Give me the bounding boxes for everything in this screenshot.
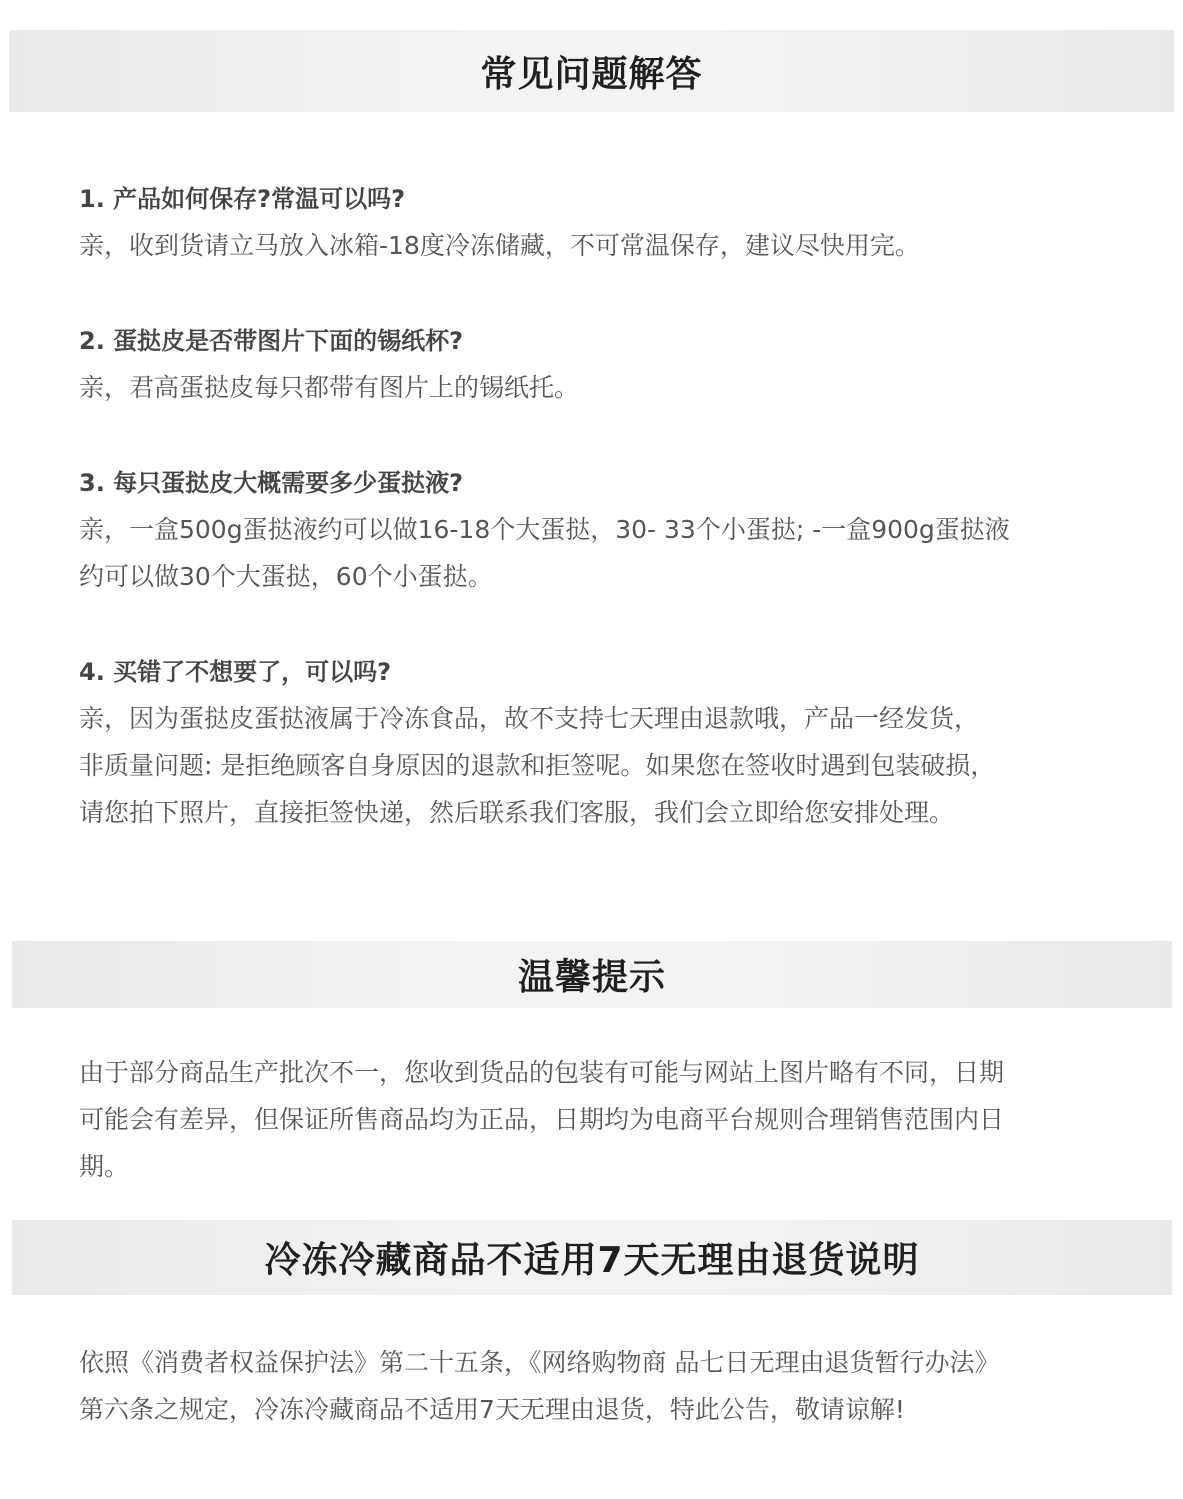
faq-answer-line: 亲，因为蛋挞皮蛋挞液属于冷冻食品，故不支持七天理由退款哦，产品一经发货， bbox=[79, 704, 980, 733]
tips-header-banner bbox=[12, 941, 1172, 1008]
faq-question: 4. 买错了不想要了，可以吗? bbox=[79, 658, 392, 686]
tips-title: 温馨提示 bbox=[517, 957, 666, 998]
faq-title: 常见问题解答 bbox=[480, 53, 703, 95]
frozen-title: 冷冻冷藏商品不适用7天无理由退货说明 bbox=[264, 1240, 920, 1281]
tips-line: 由于部分商品生产批次不一，您收到货品的包装有可能与网站上图片略有不同，日期 bbox=[79, 1058, 1005, 1087]
faq-question: 1. 产品如何保存?常温可以吗? bbox=[79, 185, 406, 213]
faq-question: 3. 每只蛋挞皮大概需要多少蛋挞液? bbox=[79, 469, 464, 497]
faq-question: 2. 蛋挞皮是否带图片下面的锡纸杯? bbox=[79, 327, 464, 355]
faq-answer-line: 亲，收到货请立马放入冰箱-18度冷冻储藏，不可常温保存，建议尽快用完。 bbox=[79, 231, 920, 260]
faq-answer-line: 约可以做30个大蛋挞，60个小蛋挞。 bbox=[79, 562, 493, 591]
tips-line: 可能会有差异，但保证所售商品均为正品，日期均为电商平台规则合理销售范围内日 bbox=[79, 1105, 1005, 1134]
faq-header-banner bbox=[9, 30, 1174, 112]
faq-answer-line: 请您拍下照片，直接拒签快递，然后联系我们客服，我们会立即给您安排处理。 bbox=[79, 798, 955, 827]
faq-answer-line: 非质量问题: 是拒绝顾客自身原因的退款和拒签呢。如果您在签收时遇到包装破损， bbox=[79, 751, 996, 780]
frozen-return-policy-banner bbox=[12, 1220, 1172, 1295]
frozen-policy-line: 依照《消费者权益保护法》第二十五条，《网络购物商 品七日无理由退货暂行办法》 bbox=[79, 1348, 1000, 1377]
faq-item bbox=[79, 649, 1129, 836]
frozen-policy-paragraph bbox=[79, 1339, 1129, 1433]
tips-paragraph bbox=[79, 1049, 1129, 1190]
faq-item bbox=[79, 318, 1129, 411]
tips-line: 期。 bbox=[79, 1152, 130, 1181]
faq-item bbox=[79, 176, 1129, 269]
faq-answer-line: 亲，君高蛋挞皮每只都带有图片上的锡纸托。 bbox=[79, 373, 580, 402]
faq-item bbox=[79, 460, 1129, 600]
faq-answer-line: 亲，一盒500g蛋挞液约可以做16-18个大蛋挞，30- 33个小蛋挞; -一盒900g蛋挞液 bbox=[79, 515, 1010, 544]
frozen-policy-line: 第六条之规定，冷冻冷藏商品不适用7天无理由退货，特此公告，敬请谅解! bbox=[79, 1395, 905, 1424]
